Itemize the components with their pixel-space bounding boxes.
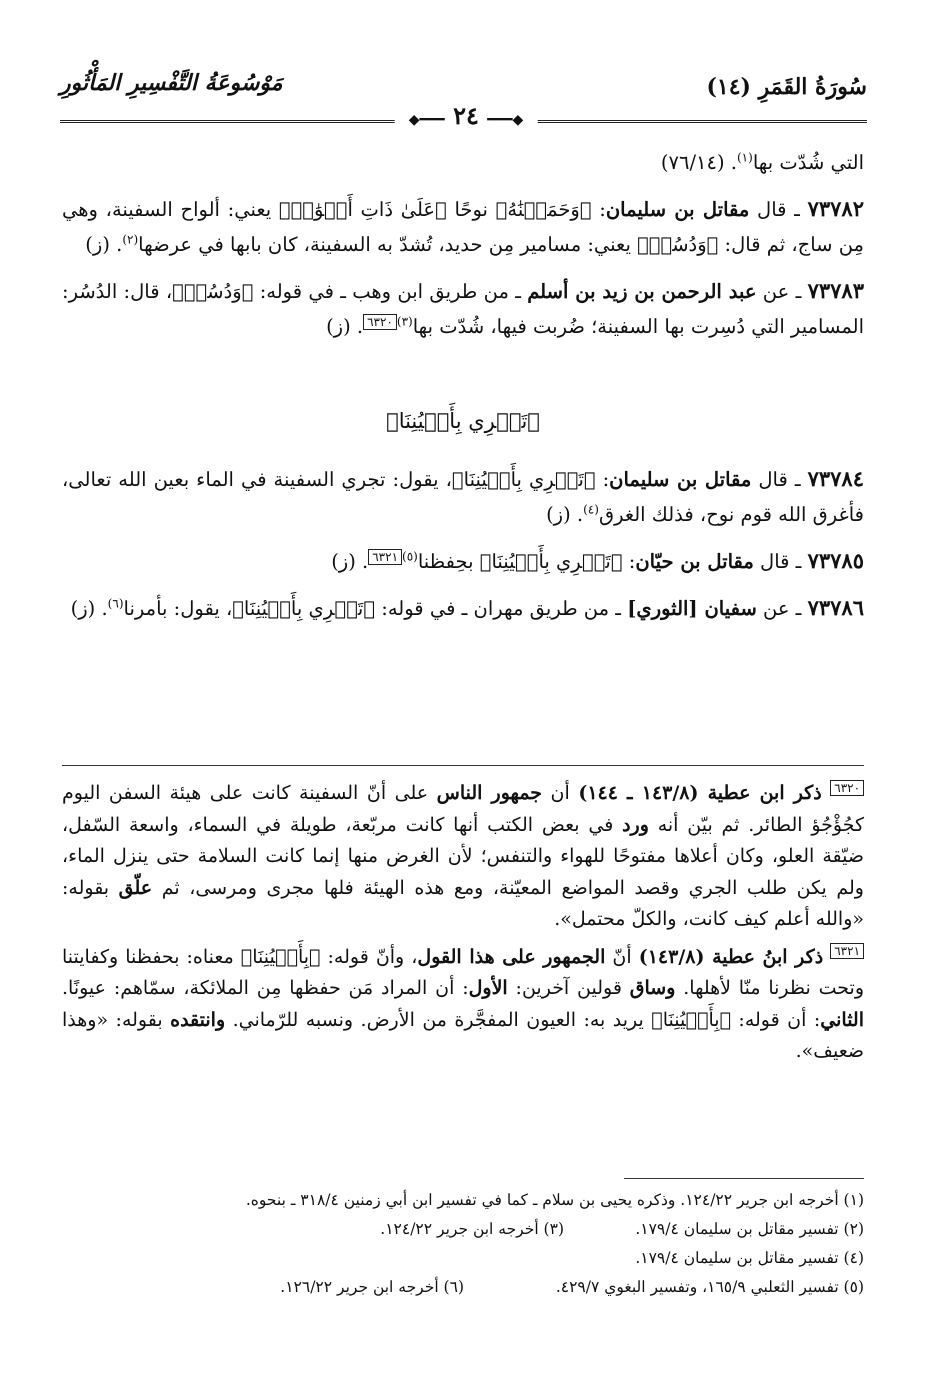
entry-73786 bbox=[62, 590, 864, 626]
text: . (ز) bbox=[70, 597, 108, 620]
text: على أنّ السفينة كانت على هيئة السفن اليوم كجُؤْجُؤ الطائر. ثم بيّن أنه bbox=[62, 782, 864, 836]
text: : ﴿تَجۡرِي بِأَعۡيُنِنَا﴾ بحِفظنا bbox=[417, 550, 636, 573]
text: . (ز) bbox=[546, 503, 584, 526]
footnote-divider bbox=[624, 1178, 864, 1179]
footnote-ref: (٤) bbox=[583, 502, 599, 517]
verse-heading: ﴿تَجۡرِي بِأَعۡيُنِنَا﴾ bbox=[386, 409, 540, 433]
text: ـ قال bbox=[749, 198, 808, 221]
footnote-ref: (٦) bbox=[107, 596, 124, 611]
commentary-6320 bbox=[62, 778, 864, 936]
text: : ﴿وَحَمَلۡنَٰهُ﴾ نوحًا ﴿عَلَىٰ ذَاتِ أَلۡوَٰحٖ﴾ يعني: ألواح السفينة، وهي مِن ساج، ثم قال: ﴿وَدُسُرٖ﴾ يعني: مسامير مِن حديد، تُشدّ به السفينة، كان بابها في عرضها bbox=[62, 198, 864, 256]
footnote-ref: (٥) bbox=[402, 549, 418, 564]
text: الأول bbox=[468, 977, 508, 999]
text: ـ عن bbox=[756, 597, 808, 620]
entry-number: ٧٣٧٨٦ bbox=[807, 595, 864, 620]
text: أن bbox=[542, 782, 579, 804]
footnotes bbox=[62, 1186, 864, 1302]
text: بقوله: «والله أعلم كيف كانت، والكلّ محتمل». bbox=[62, 876, 864, 930]
comment-number-box: ٦٣٢٠ bbox=[830, 780, 864, 796]
narrator-name: مقاتل بن حيّان bbox=[635, 550, 754, 573]
footnote: (٣) أخرجه ابن جرير ١٢٤/٢٢. bbox=[380, 1220, 564, 1238]
entry-73785 bbox=[62, 543, 864, 579]
footnote-row bbox=[62, 1215, 864, 1244]
book-title: مَوْسُوعَةُ التَّفْسِيرِ المَأْثُورِ bbox=[60, 70, 283, 96]
text: : ﴿تَجۡرِي بِأَعۡيُنِنَا﴾، يقول: تجري السفينة في الماء بعين الله تعالى، فأغرق الله قوم نوح، فذلك الغرق bbox=[62, 468, 864, 526]
footnote-ref: (١) bbox=[736, 150, 753, 165]
narrator-name: عبد الرحمن بن زيد بن أسلم bbox=[527, 280, 757, 303]
text: جمهور الناس bbox=[436, 782, 543, 804]
entry-number: ٧٣٧٨٤ bbox=[807, 466, 864, 491]
comment-number-box: ٦٣٢١ bbox=[830, 943, 864, 959]
footnote-row bbox=[62, 1273, 864, 1302]
text: ـ عن bbox=[756, 280, 808, 303]
text: أنّ bbox=[605, 945, 639, 968]
text: وساق bbox=[629, 977, 676, 999]
footnote: (٤) تفسير مقاتل بن سليمان ١٧٩/٤. bbox=[635, 1249, 864, 1267]
text: ـ من طريق مهران ـ في قوله: ﴿تَجۡرِي بِأَعۡيُنِنَا﴾، يقول: بأمرنا bbox=[123, 597, 628, 620]
text: قولين آخرين: bbox=[507, 977, 630, 999]
text: ورد bbox=[622, 813, 649, 836]
entry-number: ٧٣٧٨٥ bbox=[807, 548, 864, 573]
text: الثاني bbox=[820, 1008, 864, 1031]
narrator-name: سفيان [الثوري] bbox=[627, 597, 757, 620]
page-number-block bbox=[395, 101, 538, 130]
narrator-name: مقاتل بن سليمان bbox=[609, 468, 752, 491]
commentary-6321 bbox=[62, 942, 864, 1068]
page-number: ٢٤ bbox=[453, 101, 479, 130]
text: ذكر ابن عطية (١٤٣/٨ ـ ١٤٤) bbox=[578, 782, 822, 804]
entry-number: ٧٣٧٨٢ bbox=[807, 196, 864, 221]
text: ـ قال bbox=[753, 550, 808, 573]
main-text bbox=[62, 145, 864, 637]
text: . (ز) bbox=[326, 315, 364, 338]
text: الجمهور على هذا القول bbox=[417, 945, 606, 968]
text: . (ز) bbox=[85, 233, 123, 256]
text: بقوله: «وهذا ضعيف». bbox=[62, 1008, 864, 1062]
text: : أن المراد مَن حفظها مِن الملائكة، سمّاهم: عيونًا. bbox=[62, 977, 469, 999]
entry-73782 bbox=[62, 191, 864, 262]
footnote: (١) أخرجه ابن جرير ١٢٤/٢٢. وذكره يحيى بن سلام ـ كما في تفسير ابن أبي زمنين ٣١٨/٤ ـ بنحوه. bbox=[245, 1191, 864, 1209]
entry-73783 bbox=[62, 273, 864, 344]
narrator-name: مقاتل بن سليمان bbox=[605, 198, 750, 221]
text: . (ز) bbox=[331, 550, 369, 573]
footnote-ref: (٢) bbox=[122, 232, 139, 247]
footnote-ref: (٣) bbox=[396, 314, 413, 329]
text: في بعض الكتب أنها كانت مربّعة، طويلة في السماء، واسعة السّفل، ضيّقة العلو، وكان أعلاها مفتوحًا للهواء والتنفس؛ لأن الغرض منها إنما كانت السلامة حتى ينزل الماء، ولم يكن طلب الجري وقصد المواضع المعيّنة، ومع هذه الهيئة فلها مجرى ومرسى، ثم bbox=[62, 813, 864, 899]
text: ـ قال bbox=[751, 468, 808, 491]
surah-title: سُورَةُ القَمَرِ (١٤) bbox=[706, 74, 867, 100]
footnote-row bbox=[62, 1244, 864, 1273]
entry-73784 bbox=[62, 461, 864, 532]
text: ـ من طريق ابن وهب ـ في قوله: ﴿وَدُسُرٖ﴾، قال: الدُسُر: المسامير التي دُسِرت بها السفينة؛ ضُربت فيها، شُدّت بها bbox=[62, 280, 864, 338]
ornament-icon: ◆━━━ bbox=[487, 112, 524, 128]
text: علّق bbox=[118, 876, 153, 899]
footnote: (٢) تفسير مقاتل بن سليمان ١٧٩/٤. bbox=[635, 1220, 864, 1238]
text: ذكر ابنُ عطية (١٤٣/٨) bbox=[638, 945, 824, 968]
text: ، وأنّ قوله: ﴿بِأَعۡيُنِنَا﴾ معناه: بحفظنا وكفايتنا وتحت نظرنا منّا لأهلها. bbox=[62, 945, 864, 999]
entry-number: ٧٣٧٨٣ bbox=[807, 278, 864, 303]
section-divider bbox=[62, 765, 864, 766]
continuation-paragraph bbox=[62, 145, 864, 180]
text: . (٧٦/١٤) bbox=[660, 151, 737, 174]
footnote: (٦) أخرجه ابن جرير ١٢٦/٢٢. bbox=[280, 1278, 464, 1296]
text: وانتقده bbox=[170, 1008, 226, 1031]
ornament-icon: ━━━◆ bbox=[408, 112, 445, 128]
commentary-notes bbox=[62, 778, 864, 1074]
comment-ref-box: ٦٣٢٠ bbox=[363, 314, 397, 330]
footnote-row bbox=[62, 1186, 864, 1215]
text: : أن قوله: ﴿بِأَعۡيُنِنَا﴾ يريد به: العيون المفجَّرة من الأرض. ونسبه للرّماني. bbox=[225, 1008, 821, 1031]
comment-ref-box: ٦٣٢١ bbox=[368, 549, 402, 565]
footnote: (٥) تفسير الثعلبي ١٦٥/٩، وتفسير البغوي ٤٢٩/٧. bbox=[555, 1278, 864, 1296]
text: التي شُدّت بها bbox=[752, 151, 864, 174]
